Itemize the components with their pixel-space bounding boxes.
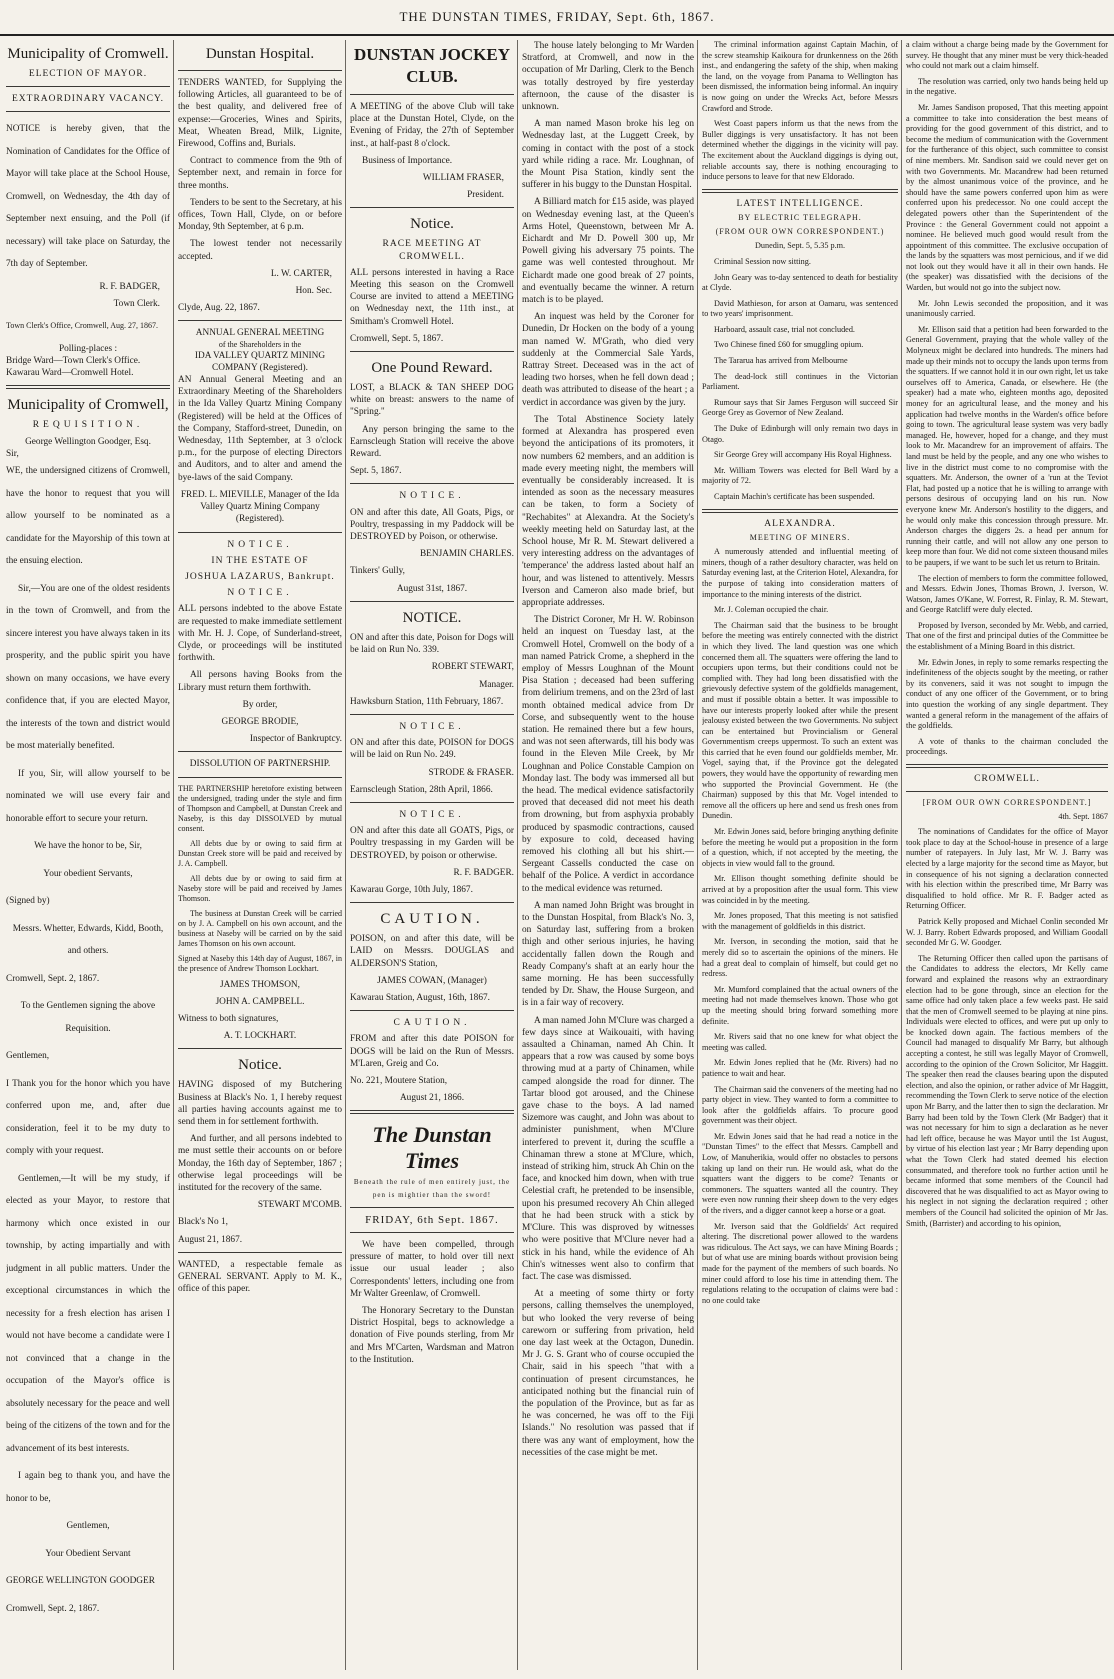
reply-text: I Thank you for the honor which you have conferred upon me, and, after due consideration, feel it to be my duty to comply with your request. [6,1078,170,1157]
report-text: Mr. John Lewis seconded the proposition, and it was unanimously carried. [906,298,1108,319]
news-item: A man named John M'Clure was charged a few days since at Waikouaiti, with having assaulted a Chinaman, named Ah Chin. It appears that a row was caused by some boys throwing mud at a party of Chinamen, while camped alongside the road for dinner. The Tartar blood got aroused, and the Chinese gave chase to the boys. A lad named Sizemore was caught, and John was about to administer punishment, when M'Clure interfered to prevent it, during the scuffle a Chinaman threw a stone at M'Clure, which, instead of striking him, struck Ah Chin on the face, and knocked him down, when with true Celestial craft, he pretended to be insensible, upon his presumed recovery Ah Chin alleged that he had been struck with a stick by M'Clure. This was disproved by witnesses who were positive that M'Clure never had a stick in his hand, while the evidence of Ah Chin's witnesses went also to confirm that fact. The case was dismissed. [522,1015,694,1282]
ad-heading: NOTICE. [399,491,465,502]
column-1 [6,40,170,1672]
signature: BENJAMIN CHARLES. [419,549,514,560]
signature: STRODE & FRASER. [428,767,514,778]
telegram-item: The Duke of Edinburgh will only remain two days in Otago. [702,424,898,444]
place-date: No. 221, Moutere Station, [350,1075,448,1086]
ad-heading: NOTICE. [399,809,465,820]
ad-text: ON and after this date, Poison for Dogs will be laid on Run No. 339. [350,632,514,656]
ad-heading: ANNUAL GENERAL MEETING [195,328,325,339]
ad-heading: Notice. [410,216,454,233]
dateline: 4th. Sept. 1867 [1058,811,1108,821]
section-heading: ALEXANDRA. [764,518,836,529]
ad-text: AN Annual General Meeting and an Extraordinary Meeting of the Shareholders in the Ida Valley Quartz Mining Company (Registered) will be held at the Offices of the Company, Stafford-street, Dunedin, on Wednesday, 11th September, at 3 o'clock p.m., for the purpose of electing Directors and Auditors, and to alter and amend the bye-laws of the said Company. [178,375,342,483]
salutation: Sir, [6,448,19,459]
section-subheading: [FROM OUR OWN CORRESPONDENT.] [922,797,1092,807]
column-rule [697,40,698,1670]
news-item: A man named Mason broke his leg on Wednesday last, at the Luggett Creek, by coming in contact with the post of a stock yard while riding a race. Mr. Loughnan, of the Mount Pisa Station, kindly sent the sufferer in his buggy to the Dunstan Hospital. [522,119,694,191]
place-date: Cromwell, Sept. 2, 1867. [6,973,100,984]
ad-subheading: EXTRAORDINARY VACANCY. [11,94,165,105]
report-text: Mr. Edwin Jones said, before bringing anything definite before the meeting he would put a proposition in the form of a question, which, if not accepted by the meeting, the objects in view would fall to the ground. [702,827,898,868]
requisition-text: Sir,—You are one of the oldest residents in the town of Cromwell, and from the sincere interest you have always taken in its prosperity, and the public spirit you have shown on many occasions, we have every confidence that, if you are elected Mayor, the interests of the town and district would be most materially benefited. [6,583,170,752]
place-date: Cromwell, Sept. 5, 1867. [350,333,444,344]
report-text: Mr. Edwin Jones replied that he (Mr. Rivers) had no patience to wait and hear. [702,1058,898,1078]
divider [178,777,342,778]
ad-text: The lowest tender not necessarily accepted. [178,239,342,262]
double-divider [702,189,898,193]
ad-heading: Notice. [238,1057,282,1074]
signature: GEORGE BRODIE, [221,716,299,727]
polling-place: Bridge Ward—Town Clerk's Office. [6,356,141,367]
ad-heading: Municipality of Cromwell, [7,397,169,414]
report-text: Mr. J. Coleman occupied the chair. [714,605,829,615]
place-date: Kawarau Station, August, 16th, 1867. [350,992,490,1003]
ad-text: FROM and after this date POISON for DOGS will be laid on the Run of Messrs. M'Laren, Greig and Co. [350,1034,514,1069]
dateline: Dunedin, Sept. 5, 5.35 p.m. [754,241,846,251]
report-text: Mr. Ellison thought something definite should be arrived at by a proposition after the usual form. This view was coincided in by the meeting. [702,874,898,905]
ad-text: ALL persons indebted to the above Estate are requested to make immediate settlement with Mr. H. J. Cope, of Sunderland-street, Clyde, or proceedings will be instituted forthwith. [178,604,342,664]
telegram-item: Captain Machin's certificate has been suspended. [714,492,875,501]
ad-text: And further, and all persons indebted to me must settle their accounts on or before Monday, the 16th day of September, 1867 ; otherwise legal proceedings will be instituted for the recovery of the same. [178,1134,342,1193]
divider [350,483,514,484]
ad-text: HAVING disposed of my Butchering Business at Black's No. 1, I hereby request all parties having accounts against me to send them in for settlement forthwith. [178,1080,342,1127]
news-item: An inquest was held by the Coroner for Dunedin, Dr Hocken on the body of a young man named W. M'Grath, who died very suddenly at the Commercial Sale Yards, Rattray Street. Deceased was in the act of leading two horses, when he fell down dead ; death was attributed to disease of the heart ; a verdict in accordance was given by the jury. [522,312,694,408]
divider [350,902,514,903]
divider [350,207,514,208]
requisition-text: WE, the undersigned citizens of Cromwell, have the honor to request that you will allow yourself to be nominated as a candidate for the Mayorship of this town at the ensuing election. [6,466,170,567]
double-divider [702,509,898,513]
news-item: The District Coroner, Mr H. W. Robinson held an inquest on Tuesday last, at the Cromwell Hotel, Cromwell on the body of a man named Patrick Crome, a shepherd in the employ of Messrs Loughnan of the Mount Pisa Station ; deceased had been suffering from delirium tremens, and on the 23rd of last month obtained medical advice from Dr Corse, and subsequently went to the house station. He remained there but a few hours, and was not seen afterwards, till his body was found in the Eleven Mile Creek, by Mr Loughnan and Police Constable Campion on Monday last. The body was immersed all but the head. The medical evidence satisfactorily proved that deceased did not meet his death from drowning, but from asphyxia probably produced by spasmodic contractions, caused by exposure to cold, deceased having removed his clothing all but his shirt.—Sergeant Cassells conducted the case on behalf of the Police. A verdict in accordance to the medical evidence was returned. [522,615,694,894]
signature: GEORGE WELLINGTON GOODGER [6,1576,155,1587]
ad-subheading: IN THE ESTATE OF [211,555,309,566]
report-text: Mr. Iverson said that the Goldfields' Act required altering. The discretional power allowed to the wardens was ridiculous. The Act says, we can have Mining Boards ; but of what use are mining boards without provision being made for the payment of the members of such boards. No miner could afford to lose his time in attending them. The regulations relating to the occupation of claims were bad : no one could take [702,1221,898,1305]
report-text: The nominations of Candidates for the office of Mayor took place to day at the School-house in presence of a large number of ratepayers. In July last, Mr W. J. Barry was elected by a large majority for the second time as Mayor, but in consequence of his not signing a declaration connected with his election within the prescribed time, Mr Barry was disqualified to hold office. Mr R. F. Badger acted as Returning Officer. [906,827,1108,911]
report-text: A numerously attended and influential meeting of miners, though of a rather desultory character, was held on Saturday evening last, at the Criterion Hotel, Alexandra, for the purpose of taking into consideration matters of importance to the mining interests of the district. [702,547,898,599]
divider [350,802,514,803]
section-heading: CROMWELL. [974,774,1040,784]
signature: JAMES COWAN, (Manager) [377,975,487,986]
place-date: August 31st, 1867. [396,583,468,594]
section-subheading: MEETING OF MINERS. [749,533,851,543]
ad-text: LOST, a BLACK & TAN SHEEP DOG white on breast: answers to the name of "Spring." [350,383,514,418]
report-text: The election of members to form the committee followed, and Messrs. Edwin Jones, Thomas Brown, J. Iverson, W. Watson, James O'Kane, W. Forrest, R. Finlay, R. M. Stewart, and George Ratcliff were duly elected. [906,573,1108,615]
signature: STEWART M'COMB. [257,1200,342,1211]
notice-text: NOTICE is hereby given, that the Nomination of Candidates for the Office of Mayor will take place at the School House, Cromwell, on Wednesday, the 4th day of September next ensuing, and the Poll (if necessary) will take place on Saturday, the 7th day of September. [6,124,170,270]
ad-text: Contract to commence from the 9th of September next, and remain in force for three months. [178,156,342,191]
ad-text: TENDERS WANTED, for Supplying the following Articles, all guaranteed to be of the best quality, and delivered free of expense:—Groceries, Wines and Spirits, Meat, Wheaten Bread, Milk, Lignite, Firewood, Coffins and, Burials. [178,78,342,150]
telegram-item: Rumour says that Sir James Ferguson will succeed Sir George Grey as Governor of New Zealand. [702,397,898,418]
place-date: Sept. 5, 1867. [350,466,402,477]
ad-text: A MEETING of the above Club will take place at the Dunstan Hotel, Clyde, on the Evening of Friday, the 27th of September inst., at half-past 8 o'clock. [350,102,514,149]
addressee: George Wellington Goodger, Esq. [25,436,151,447]
column-3 [350,40,514,1672]
news-item: West Coast papers inform us that the news from the Buller diggings is very unsatisfactory. It has not been determined whether the diggings in the vicinity will pay. The excitement about the Auckland diggings is dying out, reliable accounts say, there is nothing encouraging to induce persons to leave for that new Eldorado. [702,119,898,182]
news-item: The Total Abstinence Society lately formed at Alexandra has prospered even beyond the anticipations of its promoters, it now numbers 62 members, and an addition is made every meeting night, the members will eventually be considerably increased. It is intended as soon as the necessary measures can be taken, to form a Society of "Rechabites" at Alexandra. At the Society's weekly meeting held on Saturday last, at the School house, Mr R. M. Stewart delivered a very interesting address on the advantages of 'temperance' the address lasted about half an hour, and was listened to attentively. Messrs Iverson and Cameron also made brief, but appropriate addresses. [522,414,694,608]
ad-subheading: of the Shareholders in the [218,339,302,349]
divider [350,1010,514,1011]
news-item: The criminal information against Captain Machin, of the screw steamship Kaikoura for drunkenness on the 26th inst., and endangering the safety of the ship, when making the land, on the voyage from Panama to Wellington has been dismissed, the information being informal. An inquiry is now going on under the Wrecks Act, before Messrs Crawford and Strode. [702,40,898,113]
newspaper-motto: Beneath the rule of men entirely just, the pen is mightier than the sword! [353,1178,511,1199]
polling-place: Kawarau Ward—Cromwell Hotel. [6,368,134,379]
place-date: Tinkers' Gully, [350,566,405,577]
news-item: The house lately belonging to Mr Warden Stratford, at Cromwell, and now in the occupation of Mr Darling, Clerk to the Bench was totally destroyed by fire yesterday afternoon, the cause of the disaster is unknown. [522,41,694,113]
report-text: Mr. James Sandison proposed, That this meeting appoint a committee to take into consideration the best means of providing for the good government of this district, and to become the medium of communication with the Government for the furtherance of this object, such committee to consist of nine members. Mr. Sandison said we could never get on with two Governments. Mr. Macandrew had been returned by the almost unanimous voice of the province, and he should have the same powers conferred upon him as were conferred upon his predecessor. No one could accept the delegated powers other than the Superintendent of the Province : the General Government could not appoint a nominee. He believed much good would result from the appointment of this committee. The exclusive occupation of the lands by the squatters was most pernicious, and if we did not look out they would have it all in their own hands. He (the speaker) was dissatisfied with the decisions of the Warden, but would not go into the subject now. [906,102,1108,293]
report-text: Mr. Edwin Jones, in reply to some remarks respecting the indefiniteness of the objects sought by the meeting, or rather by its conveners, said it was not sought to impugn the conduct of any one officer of the Government, or to bring into question the working of any single department. They wanted a general reform in the management of the affairs of the goldfields. [906,657,1108,731]
report-text: The Chairman said that the business to be brought before the meeting was entirely connected with the district in which they lived. The land question was one which concerned them all. The squatters were offering the land to occupiers upon terms, but their conditions could not be complied with. They had long been dissatisfied with the grievously defective system of the goldfields management, and must if possible obtain a better. It was impossible to have our interests properly looked after while the present jealousy existed between the two Governments. No subject can be entertained but Provincialism or General Governmentism creeps uppermost. To such an extent was this carried that he even found our goldfields member, Mr. Vogel, saying that, if the Province got the delegated powers, they would have the opportunity of rewarding men who supported the Provincial Government. He (the Chairman) supposed by this that Mr. Vogel intended to remove all the officers up here and send us fresh ones from Dunedin. [702,620,898,821]
signature: JAMES THOMSON, [220,979,300,990]
telegram-item: Two Chinese fined £60 for smuggling opium. [714,340,864,350]
closing: Your Obedient Servant [45,1548,131,1559]
closing: (Signed by) [6,896,50,907]
column-rule [345,40,346,1670]
divider [178,320,342,321]
signature-title: Hon. Sec. [295,286,332,297]
telegram-item: David Mathieson, for arson at Oamaru, was sentenced to two years' imprisonment. [702,298,898,319]
place-date: Kawarau Gorge, 10th July, 1867. [350,884,473,895]
ad-text: The business at Dunstan Creek will be carried on by J. A. Campbell on his own account, and the business at Naseby will be carried on by the said James Thomson on his own account. [178,908,342,948]
signature-title: Town Clerk. [113,299,160,310]
place-date: Black's No 1, [178,1217,228,1228]
ad-heading: CAUTION. [393,1018,471,1029]
report-text: Mr. Iverson, in seconding the motion, said that he merely did so to ascertain the opinions of the miners. He had a great deal to complain of himself, but could get no redress. [702,937,898,979]
news-item: A man named John Bright was brought in to the Dunstan Hospital, from Black's No. 3, on Saturday last, suffering from a broken thigh and other serious injuries, he having accidentally fallen down the Rough and Ready Company's shaft at an early hour the same morning. He has been successfully tended by Dr. Shaw, the House Surgeon, and is in a fair way of recovery. [522,900,694,1009]
ad-subheading: ELECTION OF MAYOR. [28,69,148,79]
divider [178,1048,342,1049]
editorial-text: The Honorary Secretary to the Dunstan District Hospital, begs to acknowledge a donation of Five pounds sterling, from Mr and Mrs M'Carten, Wardsman and Matron to the Institution. [350,1306,514,1365]
ad-subheading: RACE MEETING AT CROMWELL. [382,239,482,262]
ad-heading: NOTICE. [227,588,293,599]
section-subheading: (FROM OUR OWN CORRESPONDENT.) [715,227,885,237]
divider [906,791,1108,792]
telegram-item: Sir George Grey will accompany His Royal Highness. [714,450,892,460]
news-item: A Billiard match for £15 aside, was played on Wednesday evening last, at the Queen's Arms Hotel, Queenstown, between Mr A. Eichardt and Mr D. Powell 300 up, Mr Powell giving his adversary 75 points. The game was well contested throughout. Mr Eichardt made one good break of 27 points, and eventually became the winner. A return match is to be played. [522,197,694,306]
section-subheading: BY ELECTRIC TELEGRAPH. [738,213,862,223]
ad-text: WANTED, a respectable female as GENERAL SERVANT. Apply to M. K., office of this paper. [178,1259,342,1295]
closing: By order, [242,699,278,710]
ad-text: Signed at Naseby this 14th day of August, 1867, in the presence of Andrew Thomson Lockhart. [178,953,342,973]
witness: Witness to both signatures, [178,1013,279,1024]
ad-text: All debts due by or owing to said firm at Dunstan Creek store will be paid and received by J. A. Campbell. [178,838,342,868]
signatories: Messrs. Whetter, Edwards, Kidd, Booth, and others. [12,923,164,957]
ad-text: ON and after this date, POISON for DOGS will be laid on Run No. 249. [350,738,514,761]
telegram-item: The dead-lock still continues in the Victorian Parliament. [702,371,898,392]
closing: Gentlemen, [66,1521,110,1532]
place-date: Cromwell, Sept. 2, 1867. [6,1603,100,1614]
telegram-item: Criminal Session now sitting. [714,256,811,266]
telegram-item: Harboard, assault case, trial not concluded. [714,324,855,334]
news-item: At a meeting of some thirty or forty persons, calling themselves the unemployed, but who looked the very reverse of being careworn or suffering from privation, held one day last week at the Octagon, Dunedin. Mr J. G. S. Grant who of course occupied the Chair, said in his speech "that with a continuation of present circumstances, he anticipated nothing but the financial ruin of the population of the Province, but as far as he was concerned, he was off to the Fiji Islands." No resolution was passed that if there was any want of employment, how the necessities of the case might be met. [522,1289,694,1458]
ad-heading: Municipality of Cromwell. [7,46,169,62]
signature-title: President. [467,190,504,201]
editorial-text: We have been compelled, through pressure of matter, to hold over till next issue our usual leader ; also Correspondents' letters, including one from Mr Walter Greenlaw, of Cromwell. [350,1239,514,1299]
double-divider [906,764,1108,768]
divider [178,1252,342,1253]
report-text: Mr. Jones proposed, That this meeting is not satisfied with the management of goldfields in this district. [702,911,898,931]
section-heading: LATEST INTELLIGENCE. [736,198,864,209]
signature: WILLIAM FRASER, [422,173,504,184]
divider [178,532,342,533]
ad-subheading: REQUISITION. [32,420,144,431]
reply-heading: To the Gentlemen signing the above Requisition. [20,1001,156,1034]
divider [350,601,514,602]
ad-text: Any person bringing the same to the Earnscleugh Station will receive the above Reward. [350,424,514,460]
divider [6,86,170,87]
column-5 [702,40,898,1672]
ad-text: All debts due by or owing to said firm at Naseby store will be paid and received by James Thomson. [178,873,342,903]
ad-text: ALL persons interested in having a Race Meeting this season on the Cromwell Course are invited to attend a MEETING on Wednesday next, the 11th inst., at Smitham's Cromwell Hotel. [350,267,514,327]
telegram-item: The Tararua has arrived from Melbourne [714,356,848,366]
top-rule [0,34,1114,36]
column-2 [178,40,342,1672]
report-text: Mr. Mumford complained that the actual owners of the meeting had not made themselves known. Those who got up the meeting should bring forward something more definite. [702,984,898,1026]
newspaper-nameplate: The Dunstan Times [372,1122,492,1174]
ad-subheading: IDA VALLEY QUARTZ MINING COMPANY (Registered). [194,350,326,373]
telegram-item: Mr. William Towers was elected for Bell Ward by a majority of 72. [702,465,898,486]
issue-date: FRIDAY, 6th Sept. 1867. [365,1213,499,1226]
signature: R. F. BADGER, [99,281,160,292]
ad-heading: NOTICE. [227,539,293,550]
ad-text: Business of Importance. [362,155,453,166]
signature: A. T. LOCKHART. [223,1031,297,1042]
report-text: Patrick Kelly proposed and Michael Conlin seconded Mr W. J. Barry. Robert Edwards proposed, and William Goodall seconded Mr G. W. Goodger. [906,916,1108,948]
report-text: Mr. Edwin Jones said that he had read a notice in the "Dunstan Times" to the effect that Messrs. Campbell and Low, of Manuherikia, would offer no obstacles to persons taking up land on their run. He would ask, what do the squatters want the diggers to be come? Tenants or commoners. The squatters wanted all the country. They were even now running their sheep down to the very edges of the rivers, and a digger cannot keep a horse or a goat. [702,1131,898,1216]
place-date: Town Clerk's Office, Cromwell, Aug. 27, 1867. [6,321,159,331]
divider [350,351,514,352]
column-rule [517,40,518,1670]
signature: JOHN A. CAMPBELL. [215,996,305,1007]
report-text: Proposed by Iverson, seconded by Mr. Webb, and carried, That one of the first and principal duties of the Committee be the establishment of a Mining Board in this district. [906,620,1108,652]
ad-heading: NOTICE. [399,721,465,732]
requisition-text: If you, Sir, will allow yourself to be nominated we will use every fair and honorable effort to secure your return. [6,768,170,824]
ad-heading: DUNSTAN JOCKEY CLUB. [353,45,510,86]
salutation: Gentlemen, [6,1051,50,1062]
divider [6,111,170,112]
ad-text: POISON, on and after this date, will be LAID on Messrs. DOUGLAS and ALDERSON'S Station, [350,934,514,969]
report-text: A vote of thanks to the chairman concluded the proceedings. [906,736,1108,757]
closing: Your obedient Servants, [43,868,133,879]
divider [178,751,342,752]
place-date: Clyde, Aug. 22, 1867. [178,303,260,314]
divider [350,714,514,715]
polling-heading: Polling-places : [58,343,118,354]
signature: R. F. BADGER. [453,867,514,878]
report-text: The resolution was carried, only two hands being held up in the negative. [906,76,1108,97]
ad-text: ON and after this date all GOATS, Pigs, or Poultry trespassing in my Garden will be DESTROYED, by poison or otherwise. [350,826,514,861]
ad-heading: One Pound Reward. [371,360,493,377]
signature-title: Manager. [479,679,514,690]
place-date: Hawksburn Station, 11th February, 1867. [350,696,504,707]
signature: L. W. CARTER, [270,268,332,279]
column-4 [522,40,694,1672]
ad-text: ON and after this date, All Goats, Pigs, or Poultry, trespassing in my Paddock will be DESTROYED by Poison, or otherwise. [350,507,514,543]
place-date: Earnscleugh Station, 28th April, 1866. [350,784,493,795]
divider [350,1207,514,1208]
ad-heading: Dunstan Hospital. [205,46,315,62]
report-text: The Returning Officer then called upon the partisans of the Candidates to address the electors, Mr Kelly came forward and explained the reasons why an extraordinary election had to be gone through, since an election for the same office had only taken place a few weeks past. He said that the men of Cromwell seemed to be playing at nine pins. Individuals were elected to offices, and were put up only to be knocked down again. The factious members of the Council had managed to disqualify Mr Barry, but although accepting a contest, he still was legally Mayor of Cromwell, according to the opinion of the Crown Solicitor, Mr Haggitt. The speaker then read the clauses bearing upon the disputed election, and also the opinion, or rather advice of Mr Haggitt, recommending the Town Clerk to serve notice of the election upon Mr Barry, and the latter then to sign the declaration. Mr Barry had been told by the Town Clerk (Mr Badger) that it was not necessary for him to sign a declaration as he never had left office, because he was Mayor until the 1st August, by virtue of his election last year ; Mr Barry depending upon what the Town Clerk had stated deemed his election consummated, and therefore took no further action until he became informed that some members of the Council had discovered that he was disqualified to act as Mayor owing to his neglect in not signing the declaration required ; other members of the Council had solicited the opinion of Mr Jas. Smith, (Barrister) and according to his opinion, [906,953,1108,1228]
ad-text: Tenders to be sent to the Secretary, at his offices, Town Hall, Clyde, on or before Monday, 9th September, at 6 p.m. [178,197,342,233]
report-text: The Chairman said the conveners of the meeting had no party object in view. They wanted to form a committee to look after the goldfields affairs. To procure good government was their object. [702,1084,898,1126]
column-6 [906,40,1108,1672]
signature: FRED. L. MIEVILLE, Manager of the Ida Valley Quartz Mining Company (Registered). [180,489,340,525]
running-head: THE DUNSTAN TIMES, FRIDAY, Sept. 6th, 1867. [399,9,715,24]
ad-text: All persons having Books from the Library must return them forthwith. [178,670,342,693]
reply-text: I again beg to thank you, and have the honor to be, [6,1471,170,1504]
column-rule [901,40,902,1670]
report-text: a claim without a charge being made by the Government for survey. He thought that any miner must be very thick-headed who could not mark out a claim himself. [906,40,1108,71]
telegram-item: John Geary was to-day sentenced to death for bestiality at Clyde. [702,272,898,293]
signature: ROBERT STEWART, [431,662,514,673]
place-date: August 21, 1866. [399,1093,465,1104]
column-rule [173,40,174,1670]
place-date: August 21, 1867. [178,1234,243,1245]
divider [350,1232,514,1233]
ad-text: THE PARTNERSHIP heretofore existing between the undersigned, trading under the style and firm of Thompson and Campbell, at Dunstan Creek and Naseby, is this day DISSOLVED by mutual consent. [178,783,342,833]
reply-text: Gentlemen,—It will be my study, if elected as your Mayor, to restore that harmony which once existed in our township, by acting impartially and with judgment in all public matters. Under the exceptional circumstances in which the necessity for a fresh election has arisen I would not have become a candidate were I not convinced that a change in the occupation of the Mayor's office is absolutely necessary for the peace and well being of the citizens of the town and for the advancement of its best interests. [6,1173,170,1454]
report-text: Mr. Ellison said that a petition had been forwarded to the General Government, praying that the whole valley of the Molyneux might be declared into hundreds. The miners had made up their minds not to occupy the lands upon terms from the squatters. If we cannot hold it in our own right, let us take ourselves off to America, Canada, or elsewhere. He (the speaker) had a mate who, eighteen months ago, deposited money for an agricultural lease, and the money and his application had twelve months in the Warden's office before going to town. The agricultural lease system was very badly managed. He, however, hoped for a change, and they must look to Mr. Macandrew for an improvement of affairs. The land must be held by the people, and any one who wishes to live in the district must come to no compromise with the squatters. Mr. Anderson, the owner of a 'run at the Teviot Flat, had posted up a notice that he is willing to arrange with persons desirous of occupying land on his run. Now everyone knew Mr. Anderson's hostility to the diggers, and he would only make this concession through pressure. Mr. Anderson charges the diggers 2s. a head per annum for running their cattle, and will not allow any one person to keep more than four. We did not come sixteen thousand miles to be paupers, if we want to be such let us return to Britain. [906,324,1108,567]
ad-heading: NOTICE. [402,609,462,626]
double-divider [350,1110,514,1114]
divider [178,70,342,71]
ad-subheading: JOSHUA LAZARUS, Bankrupt. [185,571,335,582]
signature-title: Inspector of Bankruptcy. [249,734,342,745]
divider [350,94,514,95]
ad-heading: DISSOLUTION OF PARTNERSHIP. [189,759,331,770]
double-divider [6,385,170,389]
closing: We have the honor to be, Sir, [34,841,142,852]
report-text: Mr. Rivers said that no one knew for what object the meeting was called. [702,1032,898,1052]
ad-heading: CAUTION. [380,911,484,928]
